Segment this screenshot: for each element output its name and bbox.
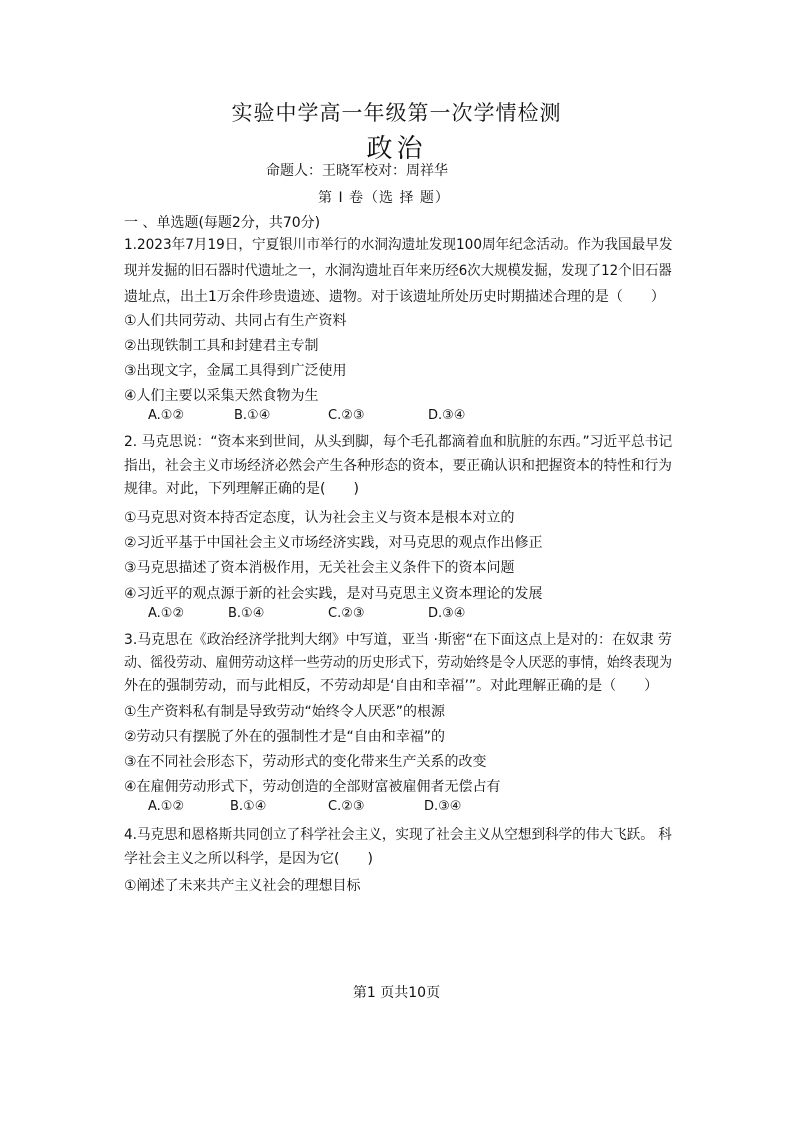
section-heading: 一 、单选题(每题2分，共70分) bbox=[124, 215, 321, 231]
statement: ①生产资料私有制是导致劳动“始终令人厌恶”的根源 bbox=[124, 704, 446, 720]
question-text-line: 外在的强制劳动，而与此相反，不劳动却是‘自由和幸福’”。对此理解正确的是（ ） bbox=[124, 678, 659, 694]
question-text-line: 2. 马克思说：“资本来到世间，从头到脚，每个毛孔都滴着血和肮脏的东西。”习近平总书记 bbox=[124, 434, 673, 450]
statement: ④人们主要以采集天然食物为生 bbox=[124, 388, 319, 404]
option-a: A.①② bbox=[148, 606, 185, 621]
authors-line: 命题人：王晓军校对：周祥华 bbox=[266, 163, 448, 179]
statement: ②习近平基于中国社会主义市场经济实践，对马克思的观点作出修正 bbox=[124, 535, 543, 551]
option-b: B.①④ bbox=[228, 606, 265, 621]
exam-title: 实验中学高一年级第一次学情检测 bbox=[231, 101, 562, 125]
option-a: A.①② bbox=[148, 408, 185, 423]
statement: ④习近平的观点源于新的社会实践，是对马克思主义资本理论的发展 bbox=[124, 586, 543, 602]
statement: ②劳动只有摆脱了外在的强制性才是“自由和幸福”的 bbox=[124, 729, 446, 745]
option-c: C.②③ bbox=[328, 408, 365, 423]
statement: ③出现文字，金属工具得到广泛使用 bbox=[124, 363, 347, 379]
question-text-line: 动、徭役劳动、雇佣劳动这样一些劳动的历史形式下，劳动始终是令人厌恶的事情，始终表现为 bbox=[124, 655, 672, 671]
option-d: D.③④ bbox=[428, 606, 466, 621]
statement: ③马克思描述了资本消极作用，无关社会主义条件下的资本问题 bbox=[124, 560, 515, 576]
option-a: A.①② bbox=[148, 799, 185, 814]
option-c: C.②③ bbox=[328, 606, 365, 621]
question-text-line: 学社会主义之所以科学，是因为它( ) bbox=[124, 851, 373, 867]
option-c: C.②③ bbox=[328, 799, 365, 814]
option-b: B.①④ bbox=[230, 799, 267, 814]
option-d: D.③④ bbox=[424, 799, 462, 814]
question-text-line: 3.马克思在《政治经济学批判大纲》中写道，亚当 ·斯密“在下面这点上是对的：在奴隶 劳 bbox=[124, 632, 672, 648]
question-text-line: 现并发掘的旧石器时代遗址之一，水洞沟遗址百年来历经6次大规模发掘，发现了12个旧石器 bbox=[124, 263, 672, 279]
option-d: D.③④ bbox=[428, 408, 466, 423]
volume-heading: 第 I 卷（选 择 题） bbox=[318, 190, 450, 206]
statement: ①人们共同劳动、共同占有生产资料 bbox=[124, 313, 347, 329]
statement: ④在雇佣劳动形式下，劳动创造的全部财富被雇佣者无偿占有 bbox=[124, 779, 501, 795]
question-text-line: 4.马克思和恩格斯共同创立了科学社会主义，实现了社会主义从空想到科学的伟大飞跃。 科 bbox=[124, 827, 672, 843]
question-text-line: 指出，社会主义市场经济必然会产生各种形态的资本，要正确认识和把握资本的特性和行为 bbox=[124, 458, 672, 474]
statement: ③在不同社会形态下，劳动形式的变化带来生产关系的改变 bbox=[124, 754, 487, 770]
subject-title: 政治 bbox=[366, 134, 427, 164]
question-text-line: 遗址点，出土1万余件珍贵遗迹、遗物。对于该遗址所处历史时期描述合理的是（ ） bbox=[124, 289, 665, 305]
page-footer: 第1 页共10页 bbox=[352, 985, 441, 1001]
option-b: B.①④ bbox=[234, 408, 271, 423]
question-text-line: 规律。对此，下列理解正确的是( ) bbox=[124, 481, 359, 497]
question-text-line: 1.2023年7月19日，宁夏银川市举行的水洞沟遗址发现100周年纪念活动。作为我国最早发 bbox=[124, 237, 673, 253]
statement: ②出现铁制工具和封建君主专制 bbox=[124, 338, 319, 354]
statement: ①马克思对资本持否定态度，认为社会主义与资本是根本对立的 bbox=[124, 510, 515, 526]
statement: ①阐述了未来共产主义社会的理想目标 bbox=[124, 878, 361, 894]
